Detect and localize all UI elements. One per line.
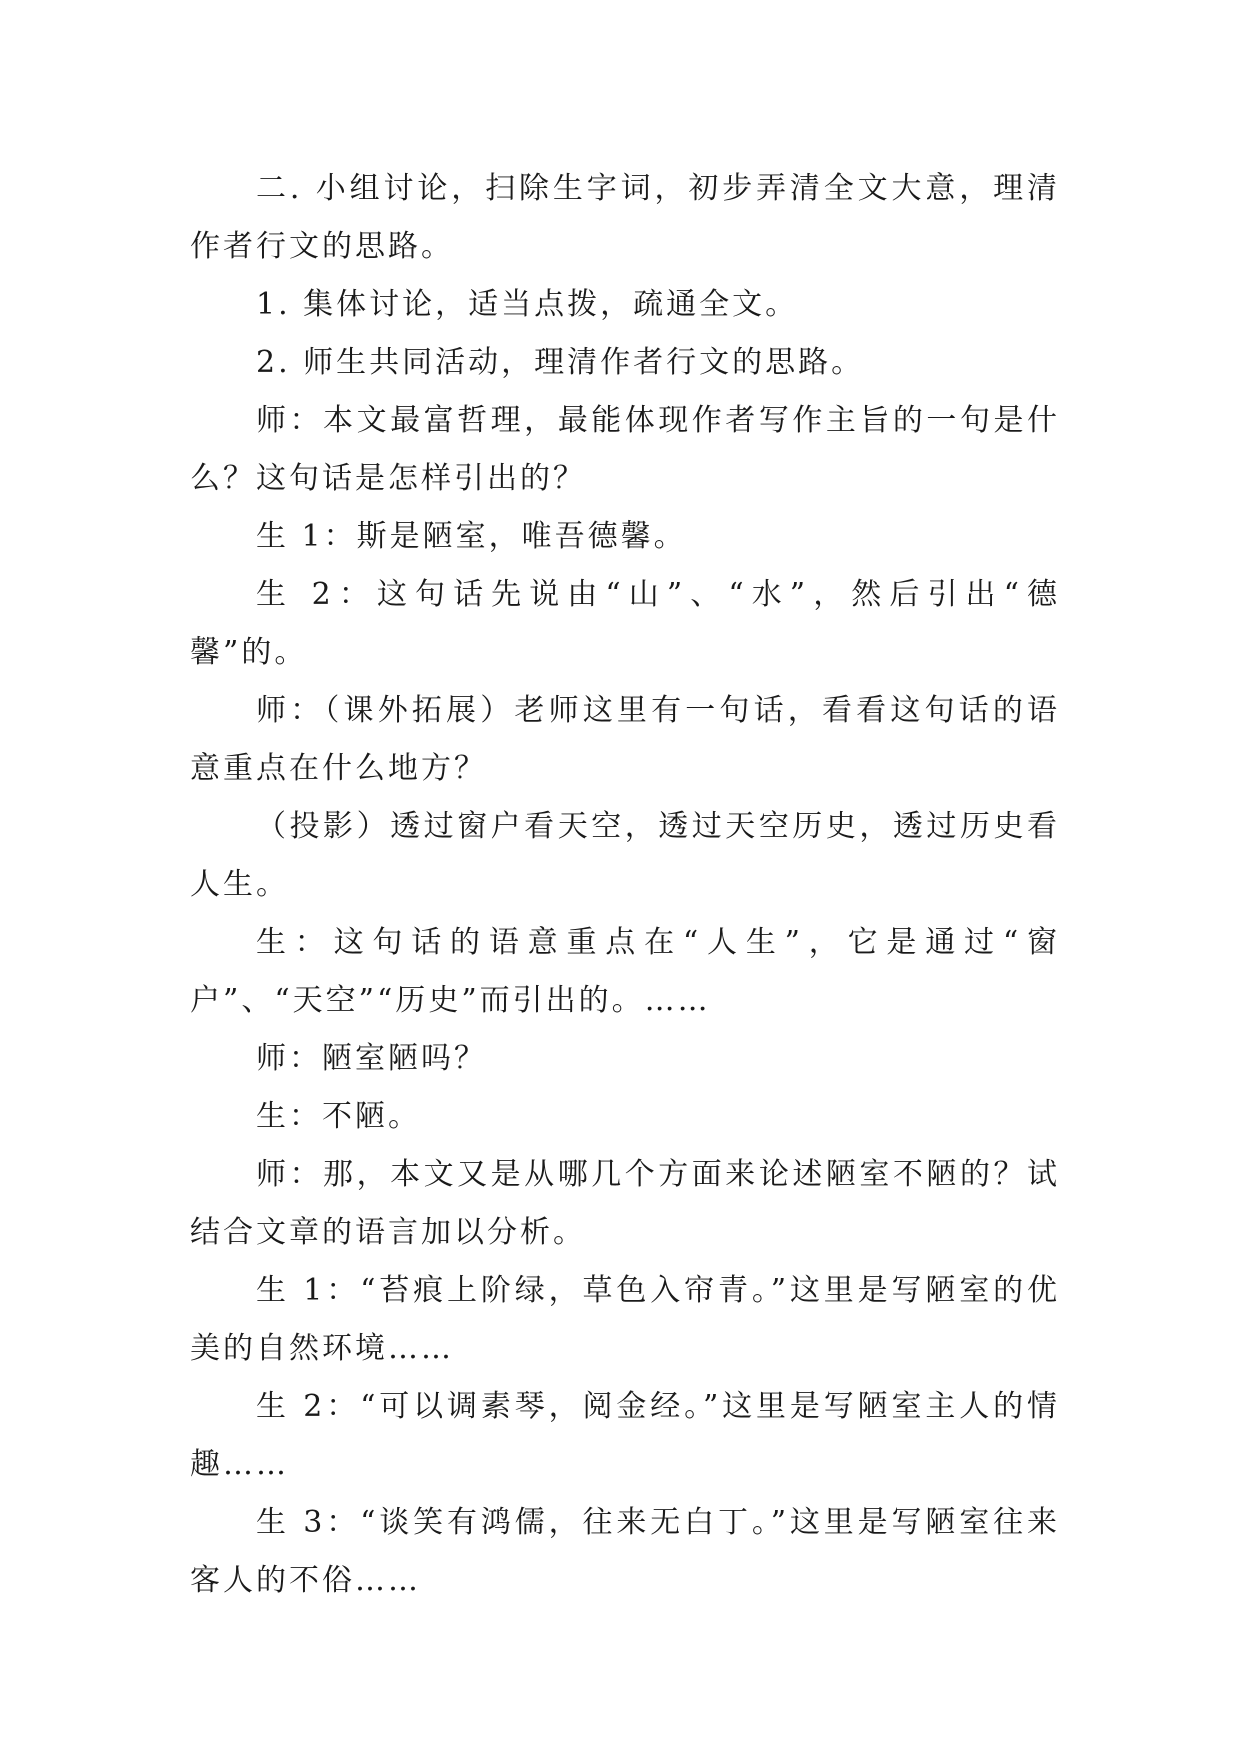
paragraph-student-reply: 生：不陋。 [256,1099,421,1134]
paragraph-teacher-question-3: 师：那，本文又是从哪几个方面来论述陋室不陋的？试结合文章的语言加以分析。 [190,1157,1060,1250]
paragraph-step-2: 2. 师生共同活动，理清作者行文的思路。 [256,345,865,380]
paragraph-student-3-guests: 生 3：“谈笑有鸿儒，往来无白丁。”这里是写陋室往来客人的不俗…… [190,1505,1060,1598]
paragraph-projection: （投影）透过窗户看天空，透过天空历史，透过历史看人生。 [190,809,1060,902]
paragraph-student-analysis: 生：这句话的语意重点在“人生”，它是通过“窗户”、“天空”“历史”而引出的。…… [190,925,1060,1018]
paragraph-student-2-answer: 生 2：这句话先说由“山”、“水”，然后引出“德馨”的。 [190,577,1060,670]
document-page [190,160,1060,1610]
paragraph-student-2-interest: 生 2：“可以调素琴，阅金经。”这里是写陋室主人的情趣…… [190,1389,1060,1482]
paragraph-student-1-environment: 生 1：“苔痕上阶绿，草色入帘青。”这里是写陋室的优美的自然环境…… [190,1273,1060,1366]
paragraph-teacher-question: 师：本文最富哲理，最能体现作者写作主旨的一句是什么？这句话是怎样引出的？ [190,403,1060,496]
paragraph-student-1-answer: 生 1：斯是陋室，唯吾德馨。 [256,519,687,554]
paragraph-teacher-extension: 师：（课外拓展）老师这里有一句话，看看这句话的语意重点在什么地方？ [190,693,1060,786]
paragraph-step-1: 1. 集体讨论，适当点拨，疏通全文。 [256,287,799,322]
paragraph-teacher-question-2: 师：陋室陋吗？ [256,1041,487,1076]
paragraph-discussion-step: 二. 小组讨论，扫除生字词，初步弄清全文大意，理清作者行文的思路。 [190,171,1060,264]
